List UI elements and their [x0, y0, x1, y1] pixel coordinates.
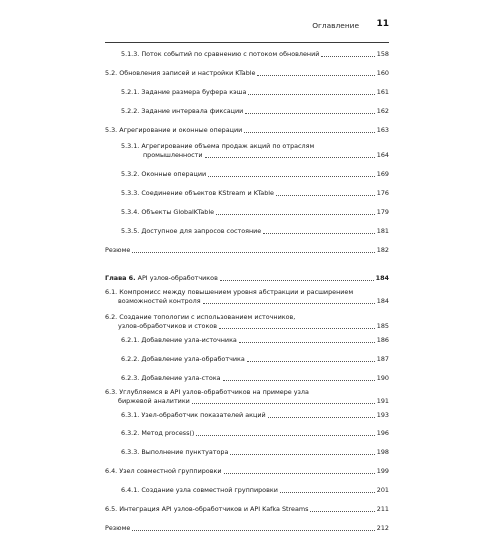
toc-entry-number: 6.4.1. — [121, 486, 140, 494]
dot-leader — [321, 56, 374, 57]
toc-entry-page: 160 — [376, 69, 389, 77]
toc-entry-page: 201 — [376, 486, 389, 494]
toc-entry-number: 6.2. — [105, 313, 118, 321]
toc-entry[interactable] — [105, 69, 389, 78]
toc-entry-number: 6.2.1. — [121, 336, 140, 344]
toc-entry-page: 181 — [376, 227, 389, 235]
toc-entry-page: 186 — [376, 336, 389, 344]
toc-entry-number: 6.4. — [105, 467, 118, 475]
toc-entry-title: Создание узла совместной группировки — [141, 486, 278, 494]
toc-entry-page: 176 — [376, 189, 389, 197]
toc-entry[interactable] — [121, 88, 389, 97]
dot-leader — [248, 94, 374, 95]
dot-leader — [276, 195, 375, 196]
toc-entry[interactable] — [121, 374, 389, 383]
toc-entry-page: 162 — [376, 107, 389, 115]
toc-entry[interactable] — [105, 288, 389, 306]
toc-entry-title: Интеграция API узлов-обработчиков и API Kafka Streams — [119, 505, 309, 513]
toc-entry-title: Агрегирование и оконные операции — [119, 126, 243, 134]
toc-entry-title: Объекты GlobalKTable — [141, 208, 215, 216]
toc-entry-number: 6.2.3. — [121, 374, 140, 382]
page-number: 11 — [376, 19, 389, 29]
toc-entry-number: 6.3.3. — [121, 448, 140, 456]
toc-entry-page: 179 — [376, 208, 389, 216]
toc-entry-title: Узел-обработчик показателей акций — [141, 411, 266, 419]
toc-entry-title: Выполнение пунктуатора — [141, 448, 229, 456]
toc-entry-number: 6.2.2. — [121, 355, 140, 363]
toc-entry[interactable] — [105, 467, 389, 476]
toc-entry-page: 158 — [376, 50, 389, 58]
toc-entry-title: Обновления записей и настройки KTable — [119, 69, 256, 77]
toc-entry-title: Задание интервала фиксации — [141, 107, 244, 115]
toc-entry-page: 163 — [376, 126, 389, 134]
dot-leader — [245, 113, 374, 114]
toc-entry-page: 198 — [376, 448, 389, 456]
toc-entry[interactable] — [121, 355, 389, 364]
toc-entry-page: 161 — [376, 88, 389, 96]
toc-entry-page: 190 — [376, 374, 389, 382]
toc-entry-number: 5.3.5. — [121, 227, 140, 235]
dot-leader — [219, 328, 375, 329]
toc-entry-title: Поток событий по сравнению с потоком обновлений — [141, 50, 320, 58]
toc-entry-title: Узел совместной группировки — [119, 467, 222, 475]
dot-leader — [220, 280, 374, 281]
toc-entry-page: 184 — [376, 297, 389, 305]
toc-entry-page: 191 — [376, 397, 389, 405]
toc-entry-title: Добавление узла-источника — [141, 336, 237, 344]
dot-leader — [239, 342, 375, 343]
toc-entry-number: 5.3.4. — [121, 208, 140, 216]
toc-entry-title: Метод process() — [141, 429, 195, 437]
toc-entry[interactable] — [105, 388, 389, 406]
running-title: Оглавление — [312, 21, 359, 30]
toc-entry[interactable] — [121, 336, 389, 345]
dot-leader — [132, 530, 374, 531]
toc-entry[interactable] — [121, 429, 389, 438]
toc-entry-page: 185 — [376, 322, 389, 330]
toc-entry-page: 164 — [376, 151, 389, 159]
toc-entry[interactable] — [121, 189, 389, 198]
toc-entry-title: Углубляемся в API узлов-обработчиков на примере узла — [119, 388, 309, 396]
toc-entry[interactable] — [121, 142, 389, 160]
toc-entry[interactable] — [105, 126, 389, 135]
toc-entry-number: 6.3.1. — [121, 411, 140, 419]
toc-entry-number: 5.2.2. — [121, 107, 140, 115]
dot-leader — [230, 454, 374, 455]
toc-entry-title: Задание размера буфера кэша — [141, 88, 247, 96]
toc-entry-page: 196 — [376, 429, 389, 437]
toc-entry-page: 187 — [376, 355, 389, 363]
toc-entry-title: Агрегирование объема продаж акций по отраслям — [141, 142, 315, 150]
toc-entry-title: Добавление узла-обработчика — [141, 355, 245, 363]
toc-entry-page: 193 — [376, 411, 389, 419]
toc-entry-title: Доступное для запросов состояние — [141, 227, 262, 235]
dot-leader — [205, 157, 375, 158]
toc-entry-page: 212 — [376, 524, 389, 532]
toc-entry-title-continued: возможностей контроля — [118, 297, 201, 305]
toc-entry-number: 5.3. — [105, 126, 118, 134]
toc-entry[interactable] — [121, 448, 389, 457]
toc-entry-page: 182 — [376, 246, 389, 254]
dot-leader — [268, 417, 375, 418]
toc-chapter-number: Глава 6. — [105, 274, 136, 282]
dot-leader — [132, 252, 374, 253]
toc-entry-number: 5.3.1. — [121, 142, 140, 150]
dot-leader — [208, 176, 375, 177]
toc-entry[interactable] — [105, 524, 389, 533]
toc-entry-page: 211 — [376, 505, 389, 513]
toc-entry-title: Резюме — [105, 524, 131, 532]
toc-entry[interactable] — [105, 505, 389, 514]
toc-entry[interactable] — [105, 246, 389, 255]
toc-entry[interactable] — [121, 50, 389, 59]
toc-entry-page: 169 — [376, 170, 389, 178]
toc-entry[interactable] — [105, 313, 389, 331]
toc-entry-title: Создание топологии с использованием источников, — [119, 313, 296, 321]
dot-leader — [196, 435, 374, 436]
toc-entry-number: 5.2.1. — [121, 88, 140, 96]
page-header — [105, 16, 389, 43]
dot-leader — [224, 473, 375, 474]
toc-entry-number: 6.3.2. — [121, 429, 140, 437]
toc-entry-number: 6.1. — [105, 288, 118, 296]
toc-entry[interactable] — [121, 170, 389, 179]
dot-leader — [244, 132, 374, 133]
toc-entry-number: 5.1.3. — [121, 50, 140, 58]
dot-leader — [223, 380, 375, 381]
toc-entry-number: 5.3.2. — [121, 170, 140, 178]
toc-entry-title: Резюме — [105, 246, 131, 254]
toc-entry-page: 184 — [375, 274, 389, 282]
toc-entry-title-continued: промышленности — [143, 151, 203, 159]
toc-entry-title-continued: биржевой аналитики — [118, 397, 190, 405]
dot-leader — [203, 303, 375, 304]
toc-entry-title: Компромисс между повышением уровня абстракции и расширением — [119, 288, 354, 296]
dot-leader — [263, 233, 375, 234]
toc-entry-title-continued: узлов-обработчиков и стоков — [118, 322, 218, 330]
toc-entry[interactable] — [121, 107, 389, 116]
dot-leader — [310, 511, 374, 512]
toc-entry-title: API узлов-обработчиков — [137, 274, 218, 282]
toc-entry-number: 6.5. — [105, 505, 118, 513]
toc-entry-title: Оконные операции — [141, 170, 207, 178]
toc-entry-title: Добавление узла-стока — [141, 374, 221, 382]
dot-leader — [247, 361, 375, 362]
dot-leader — [216, 214, 375, 215]
dot-leader — [257, 75, 374, 76]
toc-chapter-entry[interactable] — [105, 274, 389, 283]
toc-entry-title: Соединение объектов KStream и KTable — [141, 189, 274, 197]
toc-entry[interactable] — [121, 208, 389, 217]
toc-entry-page: 199 — [376, 467, 389, 475]
dot-leader — [280, 492, 375, 493]
toc-entry[interactable] — [121, 227, 389, 236]
toc-entry[interactable] — [121, 411, 389, 420]
toc-entry-number: 5.2. — [105, 69, 118, 77]
toc-entry-number: 5.3.3. — [121, 189, 140, 197]
dot-leader — [192, 403, 375, 404]
toc-entry-number: 6.3. — [105, 388, 118, 396]
toc-entry[interactable] — [121, 486, 389, 495]
